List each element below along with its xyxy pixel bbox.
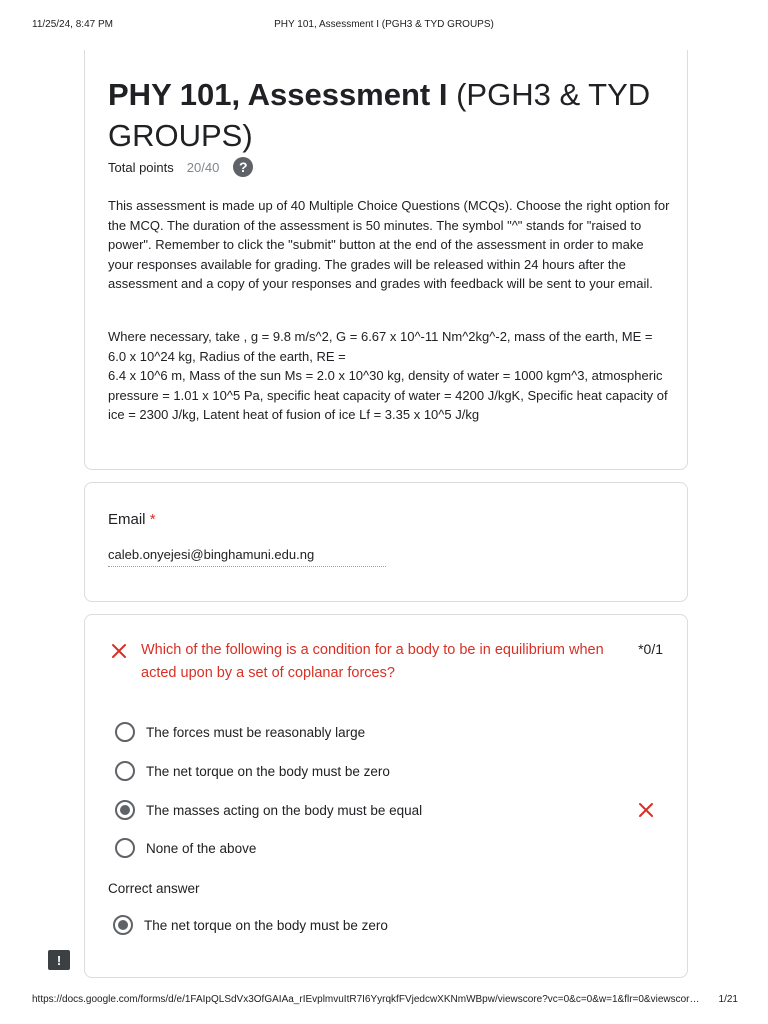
form-title: [108, 74, 668, 156]
page-number: 1/21: [718, 994, 738, 1005]
question-score: *0/1: [638, 641, 663, 657]
form-header-card: [84, 50, 688, 470]
print-datetime: 11/25/24, 8:47 PM: [32, 19, 113, 30]
form-constants: [108, 327, 670, 425]
answer-option[interactable]: [115, 721, 365, 743]
radio-button[interactable]: [115, 761, 135, 781]
option-label: The forces must be reasonably large: [146, 724, 366, 740]
radio-button[interactable]: [115, 838, 135, 858]
total-points-row: [108, 154, 253, 180]
form-description: This assessment is made up of 40 Multiple Choice Questions (MCQs). Choose the right option for the MCQ. The duration of the assessment is 50 minutes. The symbol "^" stands for "raised to power". Remember to click the "submit" button at the end of the assessment in order to make your responses available for grading. The grades will be released within 24 hours after the assessment and a copy of your responses and grades with feedback will be sent to your email.: [108, 198, 670, 291]
answer-option-selected[interactable]: [115, 799, 422, 821]
email-label-text: Email: [108, 511, 146, 528]
report-problem-icon[interactable]: !: [48, 950, 70, 970]
constants-line: 6.4 x 10^6 m, Mass of the sun Ms = 2.0 x 10^30 kg, density of water = 1000 kgm^3, atmospheric pressure = 1.01 x 10^5 Pa, specific heat capacity of water = 4200 J/kgK, Specific heat capacity of ice = 2300 J/kg, Latent heat of fusion of ice Lf = 3.35 x 10^5 J/kg: [108, 368, 668, 422]
question-card: [84, 614, 688, 978]
email-label: [108, 511, 156, 528]
incorrect-x-icon: [109, 641, 129, 661]
print-footer: [0, 994, 768, 1008]
answer-option[interactable]: [115, 837, 256, 859]
incorrect-x-icon: [637, 801, 655, 819]
form-title-rest: (PGH3 & TYD GROUPS): [108, 77, 651, 153]
email-field[interactable]: caleb.onyejesi@binghamuni.edu.ng: [108, 547, 386, 567]
print-header: [0, 19, 768, 33]
correct-answer-label: The net torque on the body must be zero: [144, 917, 388, 933]
radio-button-checked: [113, 915, 133, 935]
answer-option[interactable]: [115, 760, 390, 782]
required-star: *: [149, 511, 156, 528]
print-doc-title: PHY 101, Assessment I (PGH3 & TYD GROUPS): [274, 19, 494, 30]
email-card: [84, 482, 688, 602]
correct-answer-heading: Correct answer: [108, 881, 200, 896]
option-label: None of the above: [146, 840, 257, 856]
form-title-bold: PHY 101, Assessment I: [108, 77, 448, 112]
total-points-value: 20/40: [186, 159, 220, 175]
option-label: The masses acting on the body must be equal: [146, 802, 423, 818]
total-points-label: Total points: [108, 159, 174, 175]
print-url: https://docs.google.com/forms/d/e/1FAIpQLSdVx3OfGAIAa_rIEvplmvuItR7I6YyrqkfFVjedcwXKNmWBpw/viewscore?vc=0&c=0&w=1&flr=0&viewscor…: [32, 994, 700, 1005]
correct-answer-option: [113, 914, 388, 936]
constants-line: 6.0 x 10^24 kg, Radius of the earth, RE =: [108, 348, 346, 364]
option-label: The net torque on the body must be zero: [146, 763, 390, 779]
question-text: Which of the following is a condition for a body to be in equilibrium when acted upon by a set of coplanar forces?: [141, 642, 604, 681]
radio-button[interactable]: [115, 722, 135, 742]
radio-button-checked[interactable]: [115, 800, 135, 820]
constants-line: Where necessary, take , g = 9.8 m/s^2, G = 6.67 x 10^-11 Nm^2kg^-2, mass of the earth, ME =: [108, 329, 653, 344]
help-circle-icon[interactable]: ?: [233, 157, 253, 177]
